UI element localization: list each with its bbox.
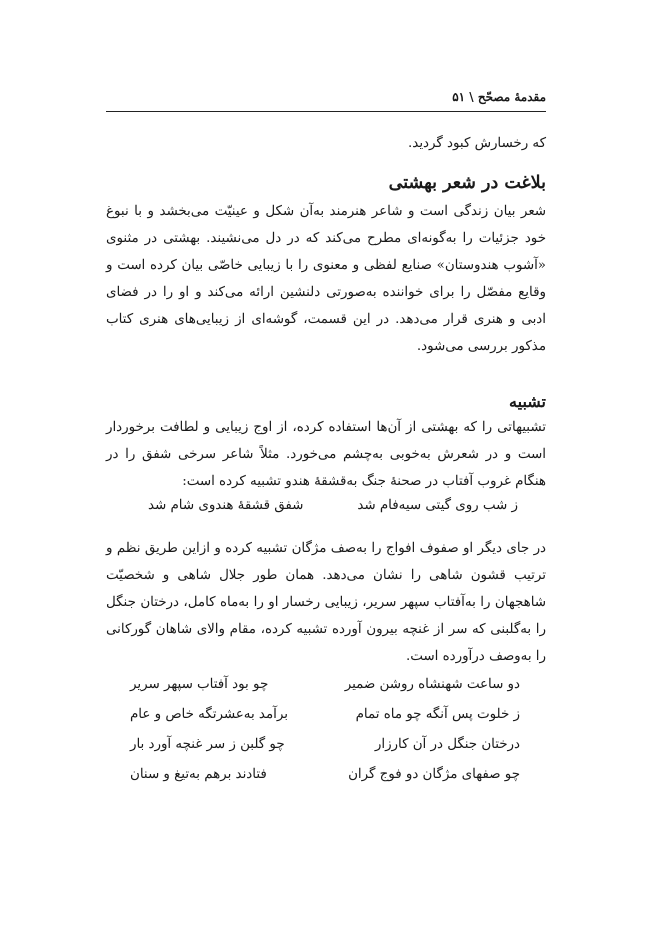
verse-couplet bbox=[130, 700, 520, 730]
section-heading-tashbih: تشبیه bbox=[509, 392, 546, 411]
intro-line: که رخسارش کبود گردید. bbox=[408, 136, 546, 151]
verse-hemistich-right: ز شب روی گیتی سیه‌فام شد bbox=[357, 498, 518, 513]
verse-hemistich-right: دو ساعت شهنشاه روشن ضمیر bbox=[344, 677, 520, 692]
verse-hemistich-right: ز خلوت پس آنگه چو ماه تمام bbox=[355, 707, 520, 722]
verse-hemistich-left: برآمد به‌عشرتگه خاص و عام bbox=[130, 707, 288, 722]
verse-couplet bbox=[130, 760, 520, 790]
verse-hemistich-left: فتادند برهم به‌تیغ و سنان bbox=[130, 767, 267, 782]
verse-couplet bbox=[148, 492, 518, 519]
verse-hemistich-left: شفق قشقهٔ هندوی شام شد bbox=[148, 498, 304, 513]
paragraph-tashbih-2: در جای دیگر او صفوف افواج را به‌صف مژگان تشبیه کرده و ازاین طریق نظم و ترتیب قشون شاهی را نشان می‌دهد. همان طور جلال شاهی و شخصیّت شاهجهان را به‌آفتاب سپهر سریر، زیبایی رخسار او را به‌ماه کامل، درختان جنگل را به‌گلبنی که سر از غنچه بیرون آورده تشبیه کرده، مقام والای شاهان گورکانی را به‌وصف درآورده است. bbox=[106, 541, 546, 664]
verse-hemistich-left: چو گلبن ز سر غنچه آورد بار bbox=[130, 737, 285, 752]
verse-hemistich-right: چو صفهای مژگان دو فوج گران bbox=[348, 767, 520, 782]
verse-couplet bbox=[130, 730, 520, 760]
header-title-page-number: مقدمهٔ مصحّح \ ۵۱ bbox=[452, 90, 546, 104]
verse-hemistich-left: چو بود آفتاب سپهر سریر bbox=[130, 677, 269, 692]
running-header bbox=[106, 90, 546, 110]
verse-hemistich-right: درختان جنگل در آن کارزار bbox=[374, 737, 520, 752]
section-heading-balaghat: بلاغت در شعر بهشتی bbox=[388, 173, 546, 193]
header-rule bbox=[106, 111, 546, 112]
paragraph-tashbih: تشبیهاتی را که بهشتی از آن‌ها استفاده کرده، از اوج زیبایی و لطافت برخوردار است و در شعرش به‌خوبی به‌چشم می‌خورد. مثلاً شاعر سرخی شفق را در هنگام غروب آفتاب در صحنهٔ جنگ به‌قشقهٔ هندو تشبیه کرده است: bbox=[106, 420, 546, 489]
verse-stanza bbox=[130, 670, 520, 790]
verse-couplet bbox=[130, 670, 520, 700]
paragraph-balaghat: شعر بیان زندگی است و شاعر هنرمند به‌آن شکل و عینیّت می‌بخشد و با نبوغ خود جزئیات را به‌گونه‌ای مطرح می‌کند که در دل می‌نشیند. بهشتی در مثنوی «آشوب هندوستان» صنایع لفظی و معنوی را با زیبایی خاصّی بیان کرده است و وقایع مفصّل را برای خواننده به‌صورتی دلنشین ارائه می‌کند و او را در فضای ادبی و هنری قرار می‌دهد. در این قسمت، گوشه‌ای از زیبایی‌های هنری کتاب مذکور بررسی می‌شود. bbox=[106, 204, 546, 354]
